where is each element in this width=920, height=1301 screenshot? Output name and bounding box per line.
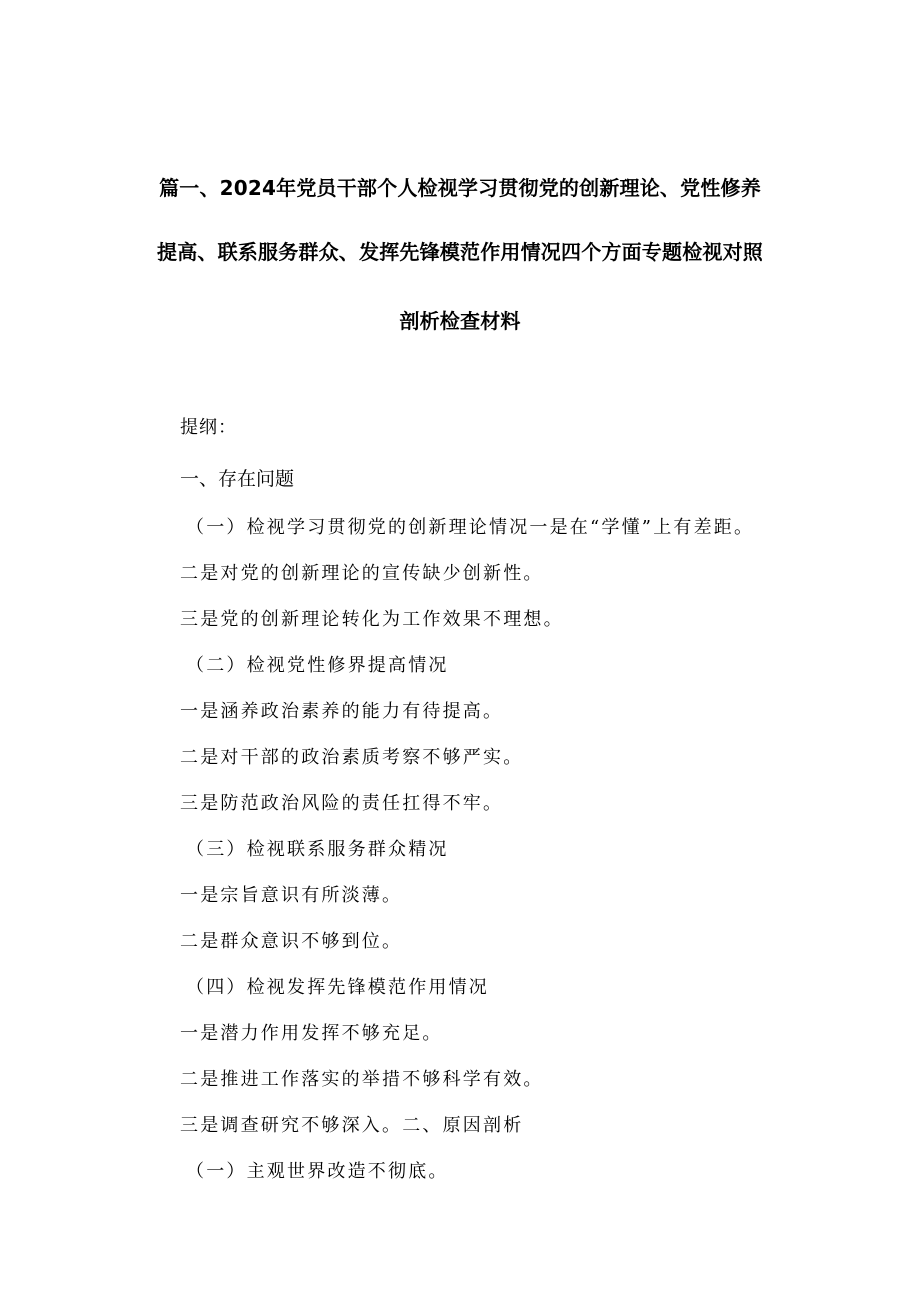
- paragraph-line: 一是潜力作用发挥不够充足。: [180, 1023, 443, 1044]
- section-heading-problems: 一、存在问题: [180, 468, 295, 490]
- paragraph-line: 二是推进工作落实的举措不够科学有效。: [180, 1069, 544, 1090]
- document-title-line-1: 篇一、2024年党员干部个人检视学习贯彻党的创新理论、党性修养: [159, 176, 761, 200]
- paragraph-line: 三是党的创新理论转化为工作效果不理想。: [180, 609, 564, 630]
- paragraph-line: 一是涵养政治素养的能力有待提高。: [180, 701, 504, 722]
- document-title-line-2: 提高、联系服务群众、发挥先锋模范作用情况四个方面专题检视对照: [157, 240, 763, 264]
- document-title-line-3: 剖析检查材料: [399, 309, 521, 333]
- subheading-3: （三）检视联系服务群众精况: [186, 839, 449, 860]
- paragraph-line: 一是宗旨意识有所淡薄。: [180, 885, 403, 906]
- paragraph-line: 二是对干部的政治素质考察不够严实。: [180, 747, 524, 768]
- paragraph-line: 三是防范政治风险的责任扛得不牢。: [180, 793, 504, 814]
- paragraph-line: 三是调查研究不够深入。二、原因剖析: [180, 1115, 524, 1136]
- subheading-2: （二）检视党性修界提高情况: [186, 655, 449, 676]
- subheading-1: （一）检视学习贯彻党的创新理论情况一是在“学懂”上有差距。: [186, 517, 755, 538]
- paragraph-line: 二是对党的创新理论的宣传缺少创新性。: [180, 563, 544, 584]
- subheading-cause-1: （一）主观世界改造不彻底。: [186, 1161, 449, 1182]
- paragraph-line: 二是群众意识不够到位。: [180, 931, 403, 952]
- outline-label: 提纲：: [180, 417, 237, 438]
- subheading-4: （四）检视发挥先锋模范作用情况: [186, 977, 489, 998]
